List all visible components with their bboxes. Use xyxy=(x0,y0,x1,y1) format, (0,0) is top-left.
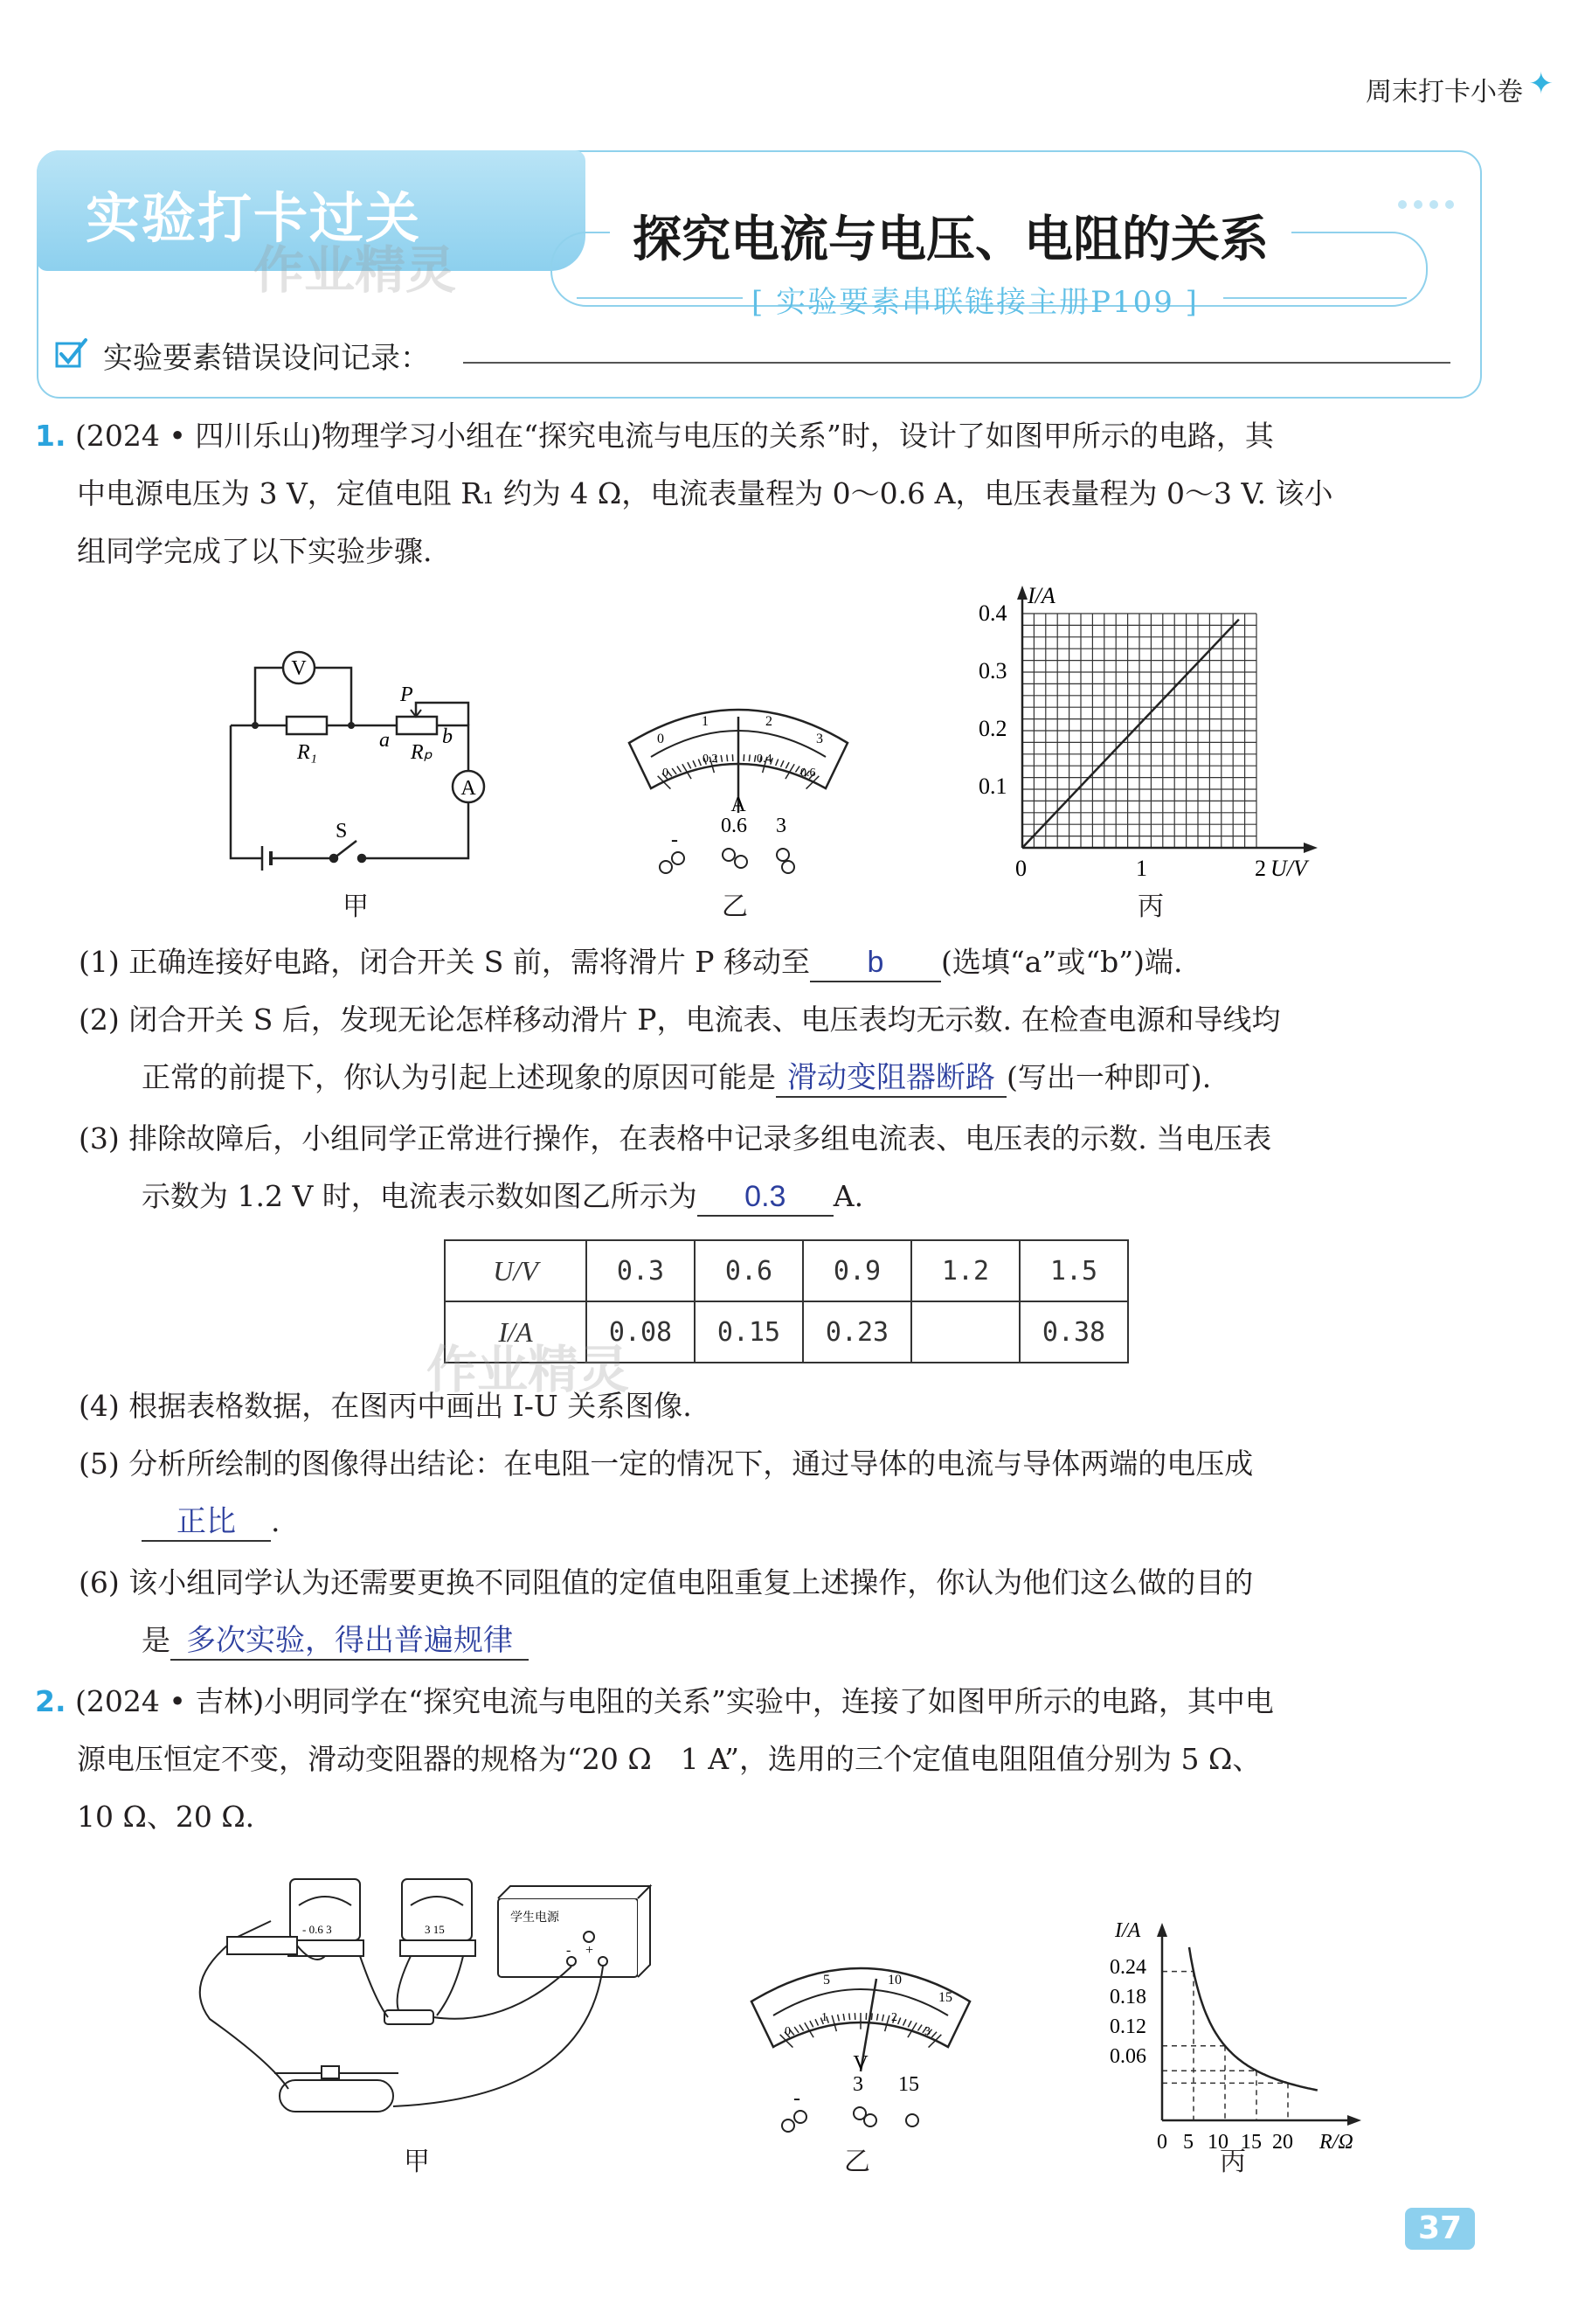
terminal-label: - xyxy=(671,829,678,851)
meter-tick xyxy=(871,2013,872,2020)
meter-tick xyxy=(776,760,779,766)
q1-ammeter-dial xyxy=(612,682,865,891)
q1-circuit-diagram xyxy=(210,629,498,891)
meter-tick xyxy=(885,2015,889,2031)
q1-stem-line: (2024 • 四川乐山)物理学习小组在“探究电流与电压的关系”时，设计了如图甲所示的电路，其 xyxy=(75,419,1274,453)
meter-tick xyxy=(786,762,789,768)
meter-unit: A xyxy=(730,794,746,816)
q1-sub5 xyxy=(79,1435,1512,1550)
meter-tick-label: 0.2 xyxy=(702,753,718,766)
q1-stem-line: 组同学完成了以下实验步骤. xyxy=(77,534,433,568)
q1-sub2-text: 正常的前提下，你认为引起上述现象的原因可能是 xyxy=(142,1060,776,1094)
x-tick-label: 15 xyxy=(1241,2131,1262,2154)
ir-curve xyxy=(1189,1947,1318,2091)
meter-tick xyxy=(810,2021,813,2027)
x-tick-label: 10 xyxy=(1208,2131,1228,2154)
x-tick-label: 0 xyxy=(1157,2131,1167,2154)
q1-sub6-text: 是 xyxy=(142,1623,170,1657)
banner-subtitle: [ 实验要素串联链接主册P109 ] xyxy=(751,285,1199,320)
meter-tick xyxy=(780,760,783,767)
q1-caption-yi: 乙 xyxy=(722,891,748,922)
error-record-line xyxy=(463,362,1450,364)
y-tick-label: 0.3 xyxy=(979,658,1007,683)
q1-sub1-text: (1) 正确连接好电路，闭合开关 S 前，需将滑片 P 移动至 xyxy=(79,945,811,979)
q2-stem-line: 源电压恒定不变，滑动变阻器的规格为“20 Ω 1 A”，选用的三个定值电阻阻值分别为 5 Ω、 xyxy=(77,1742,1262,1776)
y-tick-label: 0.24 xyxy=(1110,1956,1146,1979)
voltmeter-label: V xyxy=(291,657,307,680)
x-tick-label: 2 xyxy=(1255,856,1266,881)
table-cell: 0.15 xyxy=(695,1301,803,1363)
terminal-label: 15 xyxy=(898,2073,919,2096)
q1-sub6 xyxy=(79,1554,1512,1669)
meter-tick xyxy=(693,760,696,767)
q1-number: 1. xyxy=(35,419,66,453)
table-row xyxy=(445,1240,1128,1301)
meter-tick xyxy=(908,2021,911,2027)
q1-sub3-answer: 0.3 xyxy=(697,1178,834,1217)
q2-voltmeter-dial xyxy=(734,1940,987,2150)
terminal-label: - xyxy=(793,2087,800,2110)
q1-sub2-answer: 滑动变阻器断路 xyxy=(776,1059,1007,1098)
q2-stem xyxy=(35,1673,1503,1846)
meter-tick xyxy=(815,2019,818,2025)
q1-sub5-text-end: . xyxy=(271,1504,280,1538)
table-cell: 1.5 xyxy=(1020,1240,1128,1301)
q1-sub3-line: (3) 排除故障后，小组同学正常进行操作，在表格中记录多组电流表、电压表的示数. 当电压表 xyxy=(79,1121,1272,1155)
table-cell: 0.6 xyxy=(695,1240,803,1301)
q2-apparatus-diagram xyxy=(175,1853,664,2150)
meter-tick xyxy=(727,754,728,761)
q1-stem-line: 中电源电压为 3 V，定值电阻 R₁ 约为 4 Ω，电流表量程为 0～0.6 A，电压表量程为 0～3 V. 该小 xyxy=(77,476,1333,510)
ammeter-terminals: - 0.6 3 xyxy=(302,1923,332,1936)
q1-sub1-text-end: (选填“a”或“b”)端. xyxy=(941,945,1183,979)
power-plus: + xyxy=(585,1943,594,1958)
y-tick-label: 0.4 xyxy=(979,600,1007,626)
x-tick-label: 1 xyxy=(1136,856,1147,881)
q1-sub2-line: (2) 闭合开关 S 后，发现无论怎样移动滑片 P，电流表、电压表均无示数. 在检查电源和导线均 xyxy=(79,1002,1281,1037)
subtitle-rule-right xyxy=(1223,297,1407,299)
q1-caption-jia: 甲 xyxy=(343,891,369,922)
table-cell: 1.2 xyxy=(911,1240,1020,1301)
ammeter-label: A xyxy=(460,777,476,800)
meter-tick xyxy=(799,2025,804,2031)
meter-tick xyxy=(688,762,691,768)
meter-tick-label: 1 xyxy=(821,2011,827,2024)
meter-tick xyxy=(931,2032,937,2037)
y-tick-label: 0.06 xyxy=(1110,2045,1146,2068)
sparkle-icon: ✦ xyxy=(1528,66,1554,101)
meter-tick-label: 1 xyxy=(702,714,709,729)
y-tick-label: 0.2 xyxy=(979,716,1007,741)
graph-ylabel: I/A xyxy=(1028,583,1055,608)
q1-sub1-answer: b xyxy=(810,944,941,982)
table-cell: I/A xyxy=(445,1301,586,1363)
subtitle-rule-left xyxy=(577,297,743,299)
table-cell: 0.23 xyxy=(803,1301,911,1363)
meter-tick xyxy=(877,2014,878,2021)
q1-sub6-answer: 多次实验，得出普遍规律 xyxy=(170,1622,529,1661)
meter-tick-label: 15 xyxy=(938,1990,952,2005)
slider-p-label: P xyxy=(400,683,413,706)
table-cell: 0.08 xyxy=(586,1301,695,1363)
power-minus: - xyxy=(566,1943,571,1958)
q1-sub2-text-end: (写出一种即可). xyxy=(1007,1060,1212,1094)
y-tick-label: 0.12 xyxy=(1110,2015,1146,2038)
q1-sub5-line: (5) 分析所绘制的图像得出结论：在电阻一定的情况下，通过导体的电流与导体两端的电压成 xyxy=(79,1446,1254,1481)
graph-xlabel: R/Ω xyxy=(1319,2131,1353,2154)
page-title: 探究电流与电压、电阻的关系 xyxy=(610,201,1291,271)
meter-tick xyxy=(898,2018,901,2024)
meter-tick-label: 0 xyxy=(662,767,668,780)
meter-tick xyxy=(832,2015,836,2031)
table-cell: 0.9 xyxy=(803,1240,911,1301)
q2-caption-jia: 甲 xyxy=(404,2147,430,2177)
watermark: 作业精灵 xyxy=(253,240,457,300)
error-record-label: 实验要素错误设问记录： xyxy=(103,341,430,376)
meter-tick xyxy=(882,2015,884,2022)
power-supply-label: 学生电源 xyxy=(510,1911,559,1925)
meter-tick xyxy=(721,755,722,762)
table-cell: 0.3 xyxy=(586,1240,695,1301)
meter-tick-label: 2 xyxy=(891,2011,897,2024)
meter-tick xyxy=(917,2025,922,2031)
meter-tick xyxy=(795,767,799,773)
q2-ir-graph xyxy=(1092,1914,1389,2154)
x-tick-label: 5 xyxy=(1183,2131,1194,2154)
header-tag: 周末打卡小卷 xyxy=(1366,77,1523,108)
q1-sub4: (4) 根据表格数据，在图丙中画出 I-U 关系图像. xyxy=(79,1389,692,1423)
q1-sub5-answer: 正比 xyxy=(142,1503,271,1542)
checkbox-icon xyxy=(54,336,89,375)
r1-label: R₁ xyxy=(297,741,318,764)
table-cell: U/V xyxy=(445,1240,586,1301)
rp-label: Rₚ xyxy=(411,741,433,764)
meter-tick-label: 0.4 xyxy=(757,753,772,766)
q1-caption-bing: 丙 xyxy=(1138,891,1164,922)
y-tick-label: 0.18 xyxy=(1110,1986,1146,2008)
meter-tick xyxy=(903,2019,905,2025)
meter-tick-label: 0 xyxy=(657,732,664,746)
table-cell xyxy=(911,1301,1020,1363)
meter-tick xyxy=(755,755,756,762)
end-a-label: a xyxy=(379,729,390,752)
terminal-label: 0.6 xyxy=(721,815,747,837)
meter-tick xyxy=(672,768,676,774)
q2-stem-line: (2024 • 吉林)小明同学在“探究电流与电阻的关系”实验中，连接了如图甲所示的电路，其中电 xyxy=(75,1684,1274,1718)
meter-tick-label: 2 xyxy=(765,714,772,729)
graph-xlabel: U/V xyxy=(1270,856,1307,881)
x-tick-label: 0 xyxy=(1015,856,1027,881)
q2-caption-bing: 丙 xyxy=(1220,2147,1246,2177)
meter-tick xyxy=(838,2015,840,2022)
meter-tick xyxy=(677,767,682,773)
y-tick-label: 0.1 xyxy=(979,774,1007,799)
graph-ylabel: I/A xyxy=(1115,1919,1141,1942)
q2-number: 2. xyxy=(35,1684,66,1718)
meter-tick xyxy=(698,760,701,766)
meter-tick-label: 0 xyxy=(785,2025,791,2038)
end-b-label: b xyxy=(442,725,453,748)
terminal-label: 3 xyxy=(853,2073,863,2096)
iu-line xyxy=(1022,620,1239,848)
q2-caption-yi: 乙 xyxy=(844,2147,870,2177)
meter-tick xyxy=(849,2013,850,2020)
voltmeter-terminals: 3 15 xyxy=(425,1923,445,1936)
q1-stem xyxy=(35,407,1503,580)
meter-tick-label: 10 xyxy=(888,1973,902,1988)
q1-sub3-text-end: A. xyxy=(833,1179,864,1213)
switch-label: S xyxy=(336,820,348,843)
decor-dots xyxy=(1398,196,1461,212)
meter-tick-label: 3 xyxy=(816,732,823,746)
meter-unit: V xyxy=(853,2052,869,2075)
q1-sub6-line: (6) 该小组同学认为还需要更换不同阻值的定值电阻重复上述操作，你认为他们这么做的目的 xyxy=(79,1565,1254,1599)
banner-tab-label: 实验打卡过关 xyxy=(86,186,422,250)
q1-sub1 xyxy=(79,933,1512,991)
meter-tick xyxy=(794,2027,799,2033)
meter-tick-label: 5 xyxy=(823,1973,830,1988)
terminal-label: 3 xyxy=(776,815,786,837)
page-number: 37 xyxy=(1405,2208,1475,2250)
meter-tick xyxy=(843,2014,844,2021)
q1-sub2 xyxy=(79,991,1512,1107)
meter-tick xyxy=(749,754,750,761)
meter-tick-label: 0.6 xyxy=(800,767,816,780)
q1-sub3-text: 示数为 1.2 V 时，电流表示数如图乙所示为 xyxy=(142,1179,697,1213)
x-tick-label: 20 xyxy=(1272,2131,1293,2154)
q1-sub3 xyxy=(79,1110,1512,1225)
q2-stem-line: 10 Ω、20 Ω. xyxy=(77,1800,255,1834)
table-cell: 0.38 xyxy=(1020,1301,1128,1363)
q1-iu-graph xyxy=(961,577,1363,891)
meter-tick-label: 3 xyxy=(924,2025,931,2038)
watermark: 作业精灵 xyxy=(426,1340,630,1399)
